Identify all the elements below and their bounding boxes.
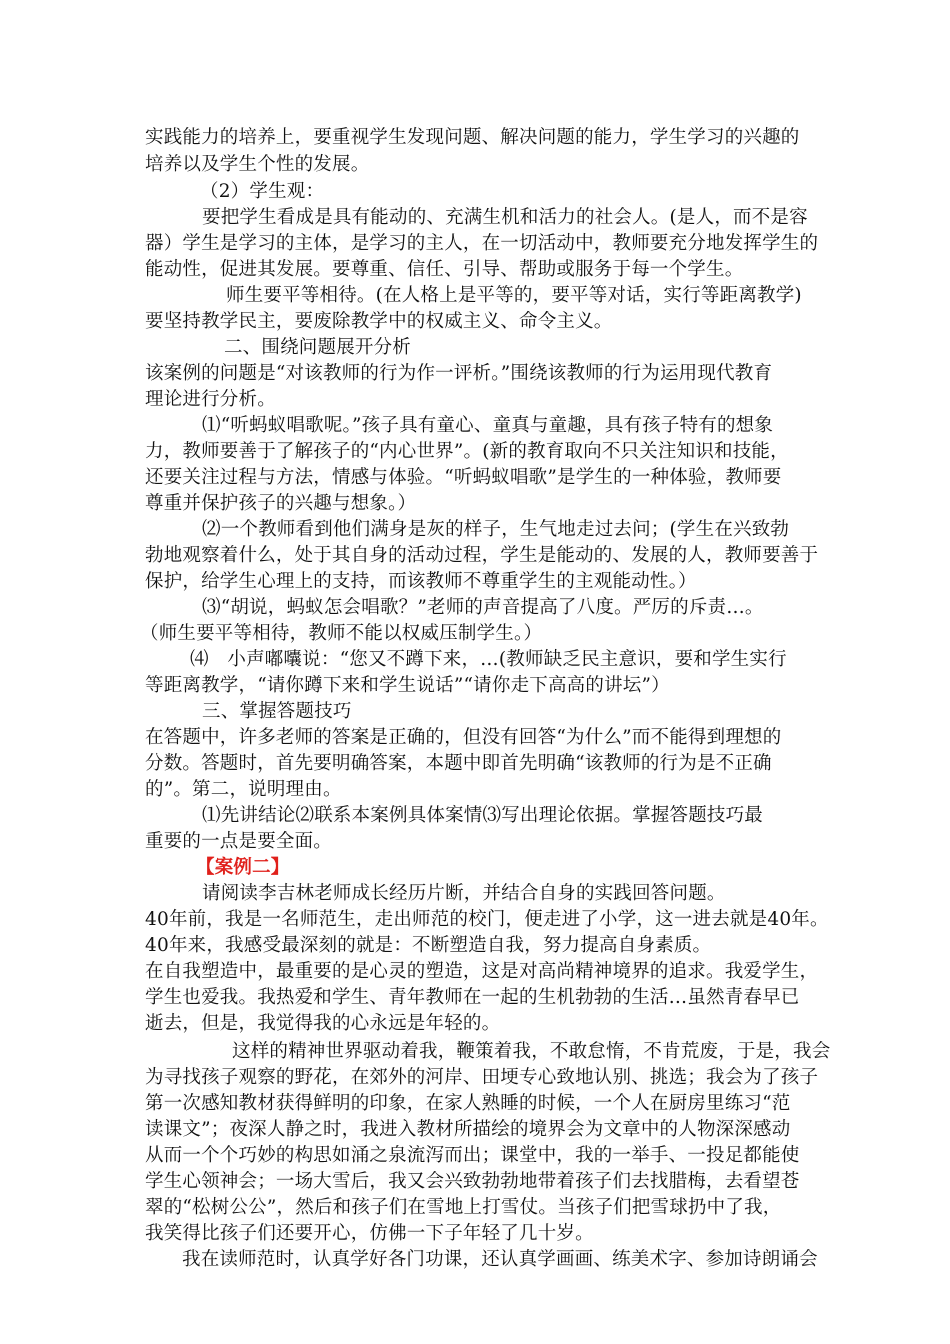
body-line: 逝去，但是，我觉得我的心永远是年轻的。 [145,1013,501,1034]
body-line: 在自我塑造中，最重要的是心灵的塑造，这是对高尚精神境界的追求。我爱学生， [145,961,819,982]
body-line: 重要的一点是要全面。 [145,831,333,852]
list-item: ⑶“胡说，蚂蚁怎会唱歌？”老师的声音提高了八度。严厉的斥责…。 [202,597,764,618]
body-line: 要坚持教学民主，要废除教学中的权威主义、命令主义。 [145,311,613,332]
body-line: 我笑得比孩子们还要开心，仿佛一下子年轻了几十岁。 [145,1223,594,1244]
body-line: （师生要平等相待，教师不能以权威压制学生。） [140,623,543,644]
body-line: 实践能力的培养上，要重视学生发现问题、解决问题的能力，学生学习的兴趣的 [145,127,800,148]
body-line: 第一次感知教材获得鲜明的印象，在家人熟睡的时候，一个人在厨房里练习“范 [145,1093,791,1114]
case-heading: 【案例二】 [196,857,290,878]
body-line: 理论进行分析。 [145,389,276,410]
body-line: 力，教师要善于了解孩子的“内心世界”。(新的教育取向不只关注知识和技能， [145,441,789,462]
body-line: 器）学生是学习的主体，是学习的主人，在一切活动中，教师要充分地发挥学生的 [145,233,819,254]
body-line: 能动性，促进其发展。要尊重、信任、引导、帮助或服务于每一个学生。 [145,259,744,280]
body-line: 的”。第二，说明理由。 [145,779,342,800]
section-heading: 三、掌握答题技巧 [202,701,352,722]
body-line: 我在读师范时，认真学好各门功课，还认真学画画、练美术字、参加诗朗诵会 [182,1249,818,1270]
body-line: 学生心领神会；一场大雪后，我又会兴致勃勃地带着孩子们去找腊梅，去看望苍 [145,1171,800,1192]
body-line: 在答题中，许多老师的答案是正确的，但没有回答“为什么”而不能得到理想的 [145,727,782,748]
body-line: 40年来，我感受最深刻的就是：不断塑造自我，努力提高自身素质。 [145,935,712,956]
body-line: 等距离教学，“请你蹲下来和学生说话”“请你走下高高的讲坛”） [145,675,670,696]
body-line: 师生要平等相待。(在人格上是平等的，要平等对话，实行等距离教学) [226,285,802,306]
body-line: 为寻找孩子观察的野花，在郊外的河岸、田埂专心致地认别、挑选；我会为了孩子 [145,1067,819,1088]
body-line: 培养以及学生个性的发展。 [145,154,370,175]
list-item: ⑵一个教师看到他们满身是灰的样子，生气地走过去问；(学生在兴致勃 [202,519,790,540]
body-line: 请阅读李吉林老师成长经历片断，并结合自身的实践回答问题。 [202,883,726,904]
body-line: 分数。答题时，首先要明确答案，本题中即首先明确“该教师的行为是不正确 [145,753,772,774]
body-line: 勃地观察着什么，处于其自身的活动过程，学生是能动的、发展的人，教师要善于 [145,545,819,566]
body-line: 40年前，我是一名师范生，走出师范的校门，便走进了小学，这一进去就是40年。 [145,909,829,930]
body-line: 要把学生看成是具有能动的、充满生机和活力的社会人。(是人，而不是容 [202,207,808,228]
list-item: ⑴先讲结论⑵联系本案例具体案情⑶写出理论依据。掌握答题技巧最 [202,805,764,826]
body-line: 读课文”；夜深人静之时，我进入教材所描绘的境界会为文章中的人物深深感动 [145,1119,791,1140]
body-line: 还要关注过程与方法，情感与体验。“听蚂蚁唱歌”是学生的一种体验，教师要 [145,467,782,488]
list-item: ⑷ 小声嘟囔说：“您又不蹲下来，…(教师缺乏民主意识，要和学生实行 [190,649,787,670]
body-line: 该案例的问题是“对该教师的行为作一评析。”围绕该教师的行为运用现代教育 [145,363,773,384]
body-line: 尊重并保护孩子的兴趣与想象。） [145,493,417,514]
body-line: 保护，给学生心理上的支持，而该教师不尊重学生的主观能动性。） [145,571,697,592]
body-line: 这样的精神世界驱动着我，鞭策着我，不敢怠惰，不肯荒废，于是，我会 [232,1041,831,1062]
list-item: ⑴“听蚂蚁唱歌呢。”孩子具有童心、童真与童趣，具有孩子特有的想象 [202,415,774,436]
body-line: 学生也爱我。我热爱和学生、青年教师在一起的生机勃勃的生活…虽然青春早已 [145,987,800,1008]
body-line: 从而一个个巧妙的构思如涌之泉流泻而出；课堂中，我的一举手、一投足都能使 [145,1145,800,1166]
body-line: 翠的“松树公公”，然后和孩子们在雪地上打雪仗。当孩子们把雪球扔中了我， [145,1197,782,1218]
subsection-heading: （2）学生观： [200,181,325,202]
section-heading: 二、围绕问题展开分析 [224,337,412,358]
